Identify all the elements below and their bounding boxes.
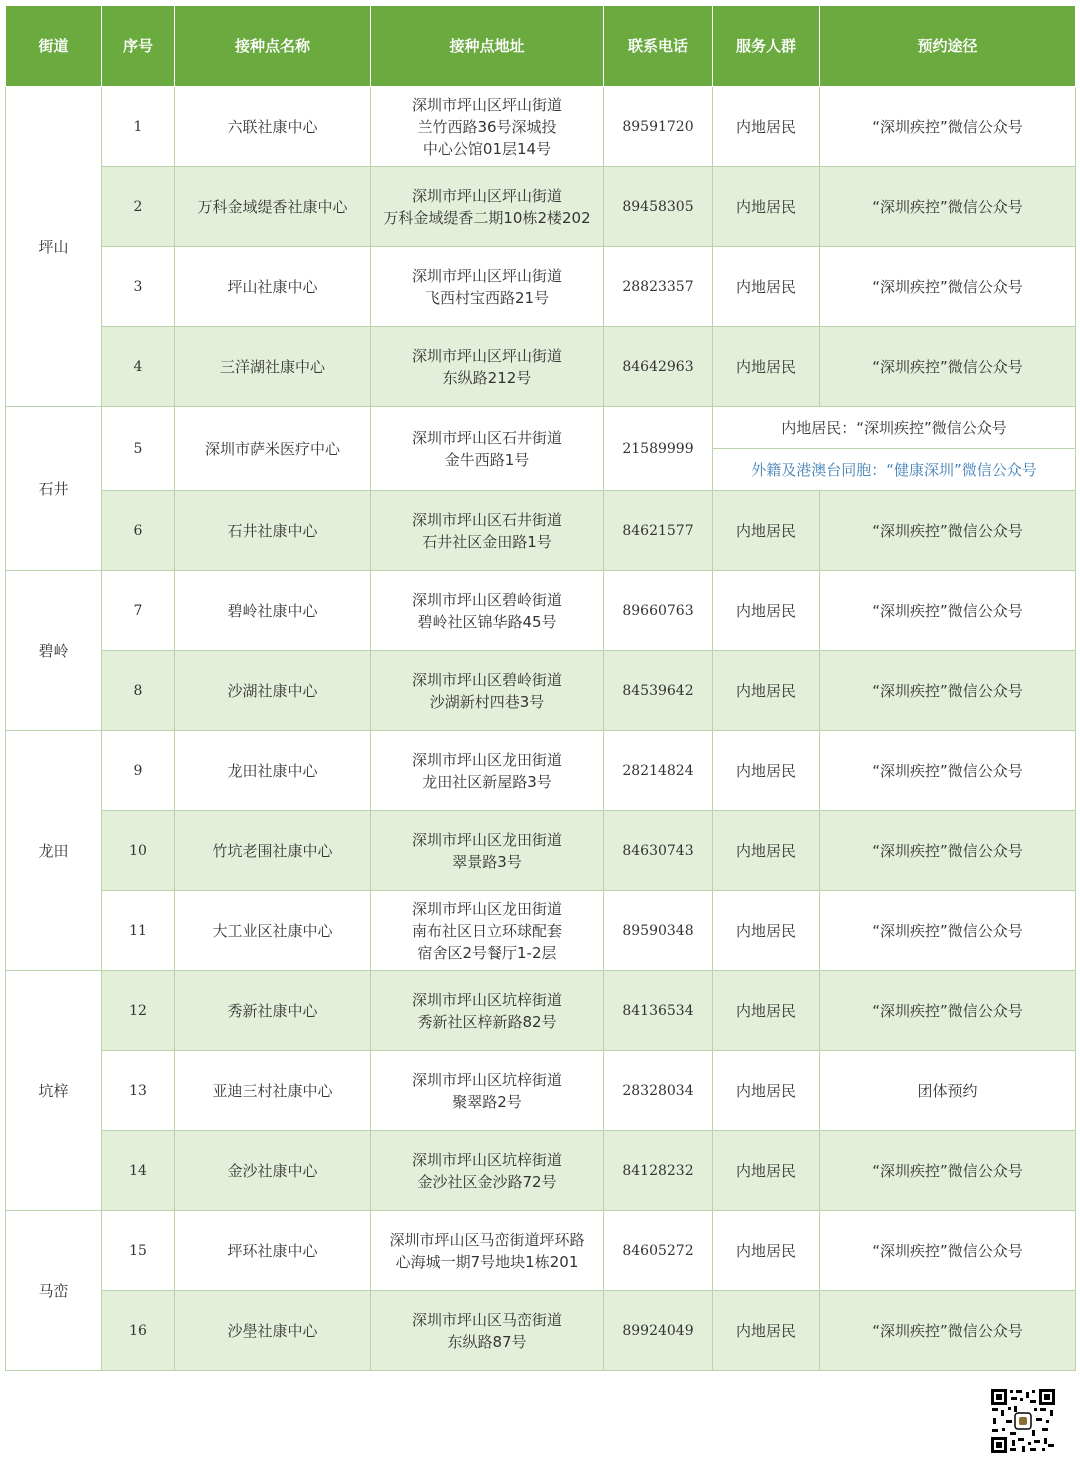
site-name: 深圳市萨米医疗中心	[175, 407, 371, 491]
site-name: 亚迪三村社康中心	[175, 1051, 371, 1131]
site-address	[371, 971, 604, 1051]
qr-code-icon	[990, 1388, 1056, 1454]
phone: 21589999	[604, 407, 713, 491]
address-line: 万科金域缇香二期10栋2楼202	[383, 208, 591, 227]
site-name: 坪山社康中心	[175, 247, 371, 327]
service-group: 内地居民	[713, 491, 820, 571]
table-row	[6, 1051, 1076, 1131]
booking-channel: “深圳疾控”微信公众号	[820, 247, 1076, 327]
phone: 84136534	[604, 971, 713, 1051]
table-row	[6, 971, 1076, 1051]
table-row	[6, 1211, 1076, 1291]
address-line: 兰竹西路36号深城投	[417, 117, 557, 136]
row-no: 4	[102, 327, 175, 407]
row-no: 13	[102, 1051, 175, 1131]
booking-channel: “深圳疾控”微信公众号	[820, 811, 1076, 891]
table-row	[6, 491, 1076, 571]
row-no: 1	[102, 87, 175, 167]
address-line: 深圳市坪山区碧岭街道	[411, 670, 562, 689]
service-group: 内地居民	[713, 971, 820, 1051]
phone: 84630743	[604, 811, 713, 891]
row-no: 5	[102, 407, 175, 491]
address-line: 深圳市坪山区坪山街道	[411, 266, 562, 285]
booking-channel: “深圳疾控”微信公众号	[820, 87, 1076, 167]
site-name: 石井社康中心	[175, 491, 371, 571]
phone: 89591720	[604, 87, 713, 167]
address-line: 金牛西路1号	[444, 450, 530, 469]
service-group: 内地居民	[713, 1291, 820, 1371]
site-name: 碧岭社康中心	[175, 571, 371, 651]
table-row	[6, 1131, 1076, 1211]
site-name: 六联社康中心	[175, 87, 371, 167]
row-no: 7	[102, 571, 175, 651]
service-group: 内地居民	[713, 891, 820, 971]
address-line: 深圳市坪山区龙田街道	[411, 750, 562, 769]
phone: 84642963	[604, 327, 713, 407]
service-group: 内地居民	[713, 1211, 820, 1291]
address-line: 龙田社区新屋路3号	[422, 772, 552, 791]
table-row	[6, 167, 1076, 247]
site-address	[371, 167, 604, 247]
street-cell: 碧岭	[6, 571, 102, 731]
site-address	[371, 247, 604, 327]
address-line: 深圳市坪山区碧岭街道	[411, 590, 562, 609]
site-address	[371, 1051, 604, 1131]
street-cell: 石井	[6, 407, 102, 571]
service-group: 内地居民	[713, 1131, 820, 1211]
table-row	[6, 87, 1076, 167]
address-line: 聚翠路2号	[452, 1092, 522, 1111]
row-no: 12	[102, 971, 175, 1051]
header-no: 序号	[102, 6, 175, 87]
site-name: 万科金域缇香社康中心	[175, 167, 371, 247]
address-line: 沙湖新村四巷3号	[429, 692, 545, 711]
booking-channel: “深圳疾控”微信公众号	[820, 571, 1076, 651]
header-phone: 联系电话	[604, 6, 713, 87]
row-no: 16	[102, 1291, 175, 1371]
service-group: 内地居民	[713, 327, 820, 407]
header-service-group: 服务人群	[713, 6, 820, 87]
site-name: 沙湖社康中心	[175, 651, 371, 731]
address-line: 翠景路3号	[452, 852, 522, 871]
address-line: 飞西村宝西路21号	[424, 288, 550, 307]
booking-foreign: 外籍及港澳台同胞：“健康深圳”微信公众号	[713, 449, 1076, 491]
phone: 89458305	[604, 167, 713, 247]
address-line: 深圳市坪山区龙田街道	[411, 830, 562, 849]
site-name: 大工业区社康中心	[175, 891, 371, 971]
site-address	[371, 1211, 604, 1291]
row-no: 15	[102, 1211, 175, 1291]
service-group: 内地居民	[713, 247, 820, 327]
phone: 28328034	[604, 1051, 713, 1131]
table-row	[6, 891, 1076, 971]
booking-channel: 团体预约	[820, 1051, 1076, 1131]
table-row	[6, 651, 1076, 731]
site-address	[371, 651, 604, 731]
address-line: 深圳市坪山区坪山街道	[411, 95, 562, 114]
site-address	[371, 1291, 604, 1371]
address-line: 深圳市坪山区马峦街道坪环路	[389, 1230, 585, 1249]
table-row	[6, 811, 1076, 891]
table-row	[6, 731, 1076, 811]
site-address	[371, 811, 604, 891]
row-no: 10	[102, 811, 175, 891]
table-row	[6, 571, 1076, 651]
site-address	[371, 891, 604, 971]
address-line: 碧岭社区锦华路45号	[417, 612, 557, 631]
phone: 89924049	[604, 1291, 713, 1371]
phone: 84128232	[604, 1131, 713, 1211]
row-no: 14	[102, 1131, 175, 1211]
table-row	[6, 327, 1076, 407]
phone: 89660763	[604, 571, 713, 651]
site-address	[371, 87, 604, 167]
service-group: 内地居民	[713, 651, 820, 731]
table-header-row	[6, 6, 1076, 87]
site-address	[371, 571, 604, 651]
booking-channel: “深圳疾控”微信公众号	[820, 891, 1076, 971]
row-no: 3	[102, 247, 175, 327]
address-line: 深圳市坪山区坑梓街道	[411, 1150, 562, 1169]
address-line: 深圳市坪山区坑梓街道	[411, 1070, 562, 1089]
address-line: 深圳市坪山区石井街道	[411, 510, 562, 529]
service-group: 内地居民	[713, 167, 820, 247]
row-no: 11	[102, 891, 175, 971]
address-line: 深圳市坪山区坑梓街道	[411, 990, 562, 1009]
street-cell: 马峦	[6, 1211, 102, 1371]
booking-channel: “深圳疾控”微信公众号	[820, 167, 1076, 247]
booking-channel: “深圳疾控”微信公众号	[820, 731, 1076, 811]
site-name: 坪环社康中心	[175, 1211, 371, 1291]
phone: 84621577	[604, 491, 713, 571]
header-booking-channel: 预约途径	[820, 6, 1076, 87]
booking-channel: “深圳疾控”微信公众号	[820, 971, 1076, 1051]
address-line: 东纵路87号	[447, 1332, 527, 1351]
service-group: 内地居民	[713, 811, 820, 891]
site-address	[371, 407, 604, 491]
row-no: 6	[102, 491, 175, 571]
site-address	[371, 731, 604, 811]
header-site-address: 接种点地址	[371, 6, 604, 87]
site-name: 金沙社康中心	[175, 1131, 371, 1211]
table-row	[6, 407, 1076, 449]
phone: 89590348	[604, 891, 713, 971]
table-row	[6, 247, 1076, 327]
address-line: 东纵路212号	[442, 368, 532, 387]
address-line: 深圳市坪山区坪山街道	[411, 346, 562, 365]
header-site-name: 接种点名称	[175, 6, 371, 87]
booking-channel: “深圳疾控”微信公众号	[820, 1291, 1076, 1371]
site-address	[371, 327, 604, 407]
address-line: 深圳市坪山区石井街道	[411, 428, 562, 447]
header-street: 街道	[6, 6, 102, 87]
booking-channel: “深圳疾控”微信公众号	[820, 1211, 1076, 1291]
row-no: 9	[102, 731, 175, 811]
booking-mainland: 内地居民：“深圳疾控”微信公众号	[713, 407, 1076, 449]
address-line: 深圳市坪山区马峦街道	[411, 1310, 562, 1329]
phone: 84539642	[604, 651, 713, 731]
phone: 28214824	[604, 731, 713, 811]
phone: 28823357	[604, 247, 713, 327]
site-address	[371, 1131, 604, 1211]
service-group: 内地居民	[713, 1051, 820, 1131]
vaccination-sites-table	[5, 5, 1076, 1371]
site-address	[371, 491, 604, 571]
address-line: 秀新社区梓新路82号	[417, 1012, 557, 1031]
address-line: 宿舍区2号餐厅1-2层	[417, 943, 557, 962]
service-group: 内地居民	[713, 731, 820, 811]
street-cell: 坪山	[6, 87, 102, 407]
address-line: 深圳市坪山区坪山街道	[411, 186, 562, 205]
row-no: 8	[102, 651, 175, 731]
booking-channel: “深圳疾控”微信公众号	[820, 491, 1076, 571]
booking-channel: “深圳疾控”微信公众号	[820, 651, 1076, 731]
address-line: 金沙社区金沙路72号	[417, 1172, 557, 1191]
address-line: 南布社区日立环球配套	[411, 921, 562, 940]
site-name: 沙壆社康中心	[175, 1291, 371, 1371]
address-line: 深圳市坪山区龙田街道	[411, 899, 562, 918]
booking-channel: “深圳疾控”微信公众号	[820, 327, 1076, 407]
address-line: 心海城一期7号地块1栋201	[395, 1252, 579, 1271]
street-cell: 坑梓	[6, 971, 102, 1211]
table-row	[6, 1291, 1076, 1371]
address-line: 石井社区金田路1号	[422, 532, 552, 551]
site-name: 三洋湖社康中心	[175, 327, 371, 407]
service-group: 内地居民	[713, 571, 820, 651]
row-no: 2	[102, 167, 175, 247]
site-name: 竹坑老围社康中心	[175, 811, 371, 891]
service-group: 内地居民	[713, 87, 820, 167]
phone: 84605272	[604, 1211, 713, 1291]
site-name: 秀新社康中心	[175, 971, 371, 1051]
street-cell: 龙田	[6, 731, 102, 971]
booking-channel: “深圳疾控”微信公众号	[820, 1131, 1076, 1211]
site-name: 龙田社康中心	[175, 731, 371, 811]
address-line: 中心公馆01层14号	[422, 139, 552, 158]
